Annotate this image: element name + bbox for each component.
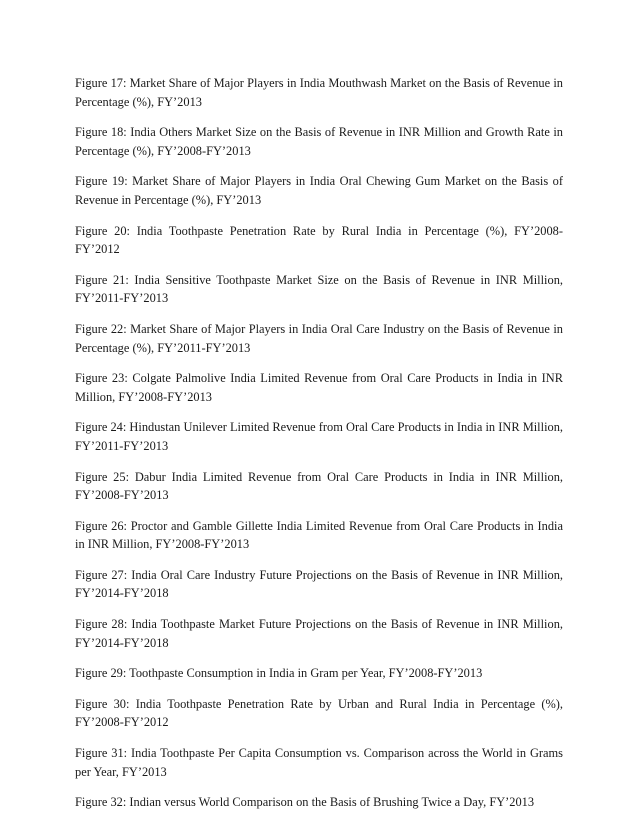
figure-entry-18: Figure 18: India Others Market Size on the Basis of Revenue in INR Million and Growth Rate in Percentage (%), FY’2008-FY’2013: [75, 125, 563, 158]
list-of-figures: [75, 74, 563, 824]
figure-entry-28: Figure 28: India Toothpaste Market Future Projections on the Basis of Revenue in INR Million, FY’2014-FY’2018: [75, 617, 563, 650]
figure-entry-31: Figure 31: India Toothpaste Per Capita Consumption vs. Comparison across the World in Grams per Year, FY’2013: [75, 746, 563, 779]
figure-entry-26: Figure 26: Proctor and Gamble Gillette India Limited Revenue from Oral Care Products in India in INR Million, FY’2008-FY’2013: [75, 518, 563, 552]
figure-entry-23: Figure 23: Colgate Palmolive India Limited Revenue from Oral Care Products in India in INR Million, FY’2008-FY’2013: [75, 371, 563, 404]
figure-entry-21: Figure 21: India Sensitive Toothpaste Market Size on the Basis of Revenue in INR Million, FY’2011-FY’2013: [75, 272, 563, 306]
figure-entry-30: Figure 30: India Toothpaste Penetration Rate by Urban and Rural India in Percentage (%), FY’2008-FY’2012: [75, 696, 563, 730]
figure-entry-25: Figure 25: Dabur India Limited Revenue from Oral Care Products in India in INR Million, FY’2008-FY’2013: [75, 469, 563, 503]
figure-entry-19: Figure 19: Market Share of Major Players in India Oral Chewing Gum Market on the Basis of Revenue in Percentage (%), FY’2013: [75, 174, 563, 207]
figure-entry-20: Figure 20: India Toothpaste Penetration Rate by Rural India in Percentage (%), FY’2008-FY’2012: [75, 223, 563, 257]
figure-entry-27: Figure 27: India Oral Care Industry Future Projections on the Basis of Revenue in INR Million, FY’2014-FY’2018: [75, 567, 563, 601]
figure-entry-24: Figure 24: Hindustan Unilever Limited Revenue from Oral Care Products in India in INR Million, FY’2011-FY’2013: [75, 420, 563, 453]
figure-entry-22: Figure 22: Market Share of Major Players in India Oral Care Industry on the Basis of Revenue in Percentage (%), FY’2011-FY’2013: [75, 321, 563, 355]
figure-entry-32: Figure 32: Indian versus World Comparison on the Basis of Brushing Twice a Day, FY’2013: [75, 795, 535, 810]
figure-entry-29: Figure 29: Toothpaste Consumption in India in Gram per Year, FY’2008-FY’2013: [75, 666, 483, 681]
figure-entry-17: Figure 17: Market Share of Major Players in India Mouthwash Market on the Basis of Revenue in Percentage (%), FY’2013: [75, 76, 563, 109]
